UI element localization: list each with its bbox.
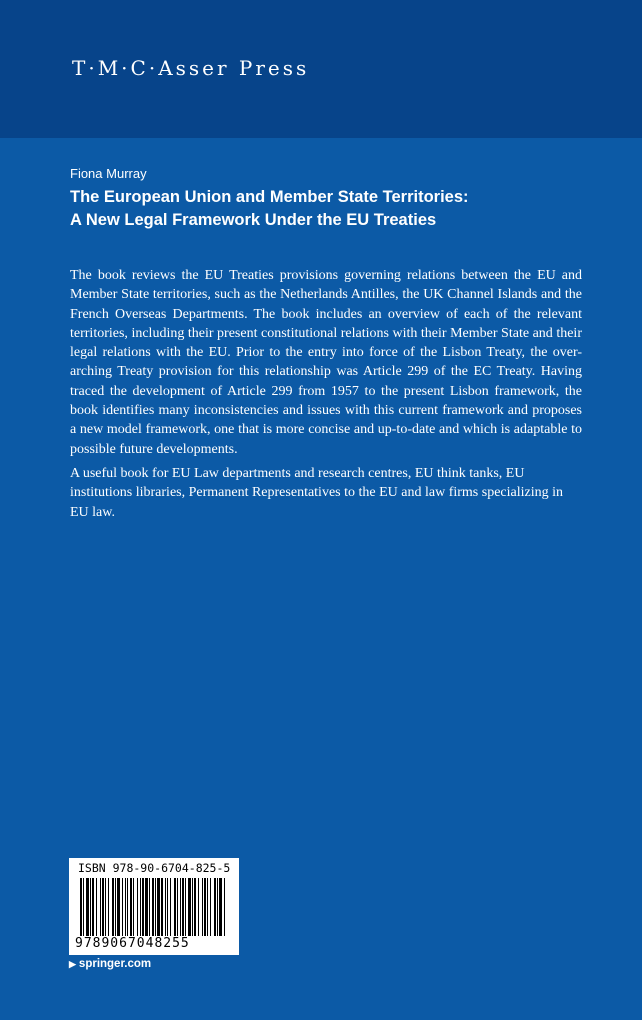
barcode-bar [161,878,163,936]
barcode-bar [202,878,203,936]
barcode-bar [90,878,91,936]
barcode-bar [188,878,191,936]
book-description: The book reviews the EU Treaties provisions governing relations between the EU and Member State territories, such as the Netherlands Antilles, the UK Channel Islands and the French Overseas Departments. The book includes an overview of each of the relevant territories, including their present constitutional relations with their Member State and their legal relations with the EU. Prior to the entry into force of the Lisbon Treaty, the over-arching Treaty provision for this relationship was Article 299 of the EC Treaty. Having traced the development of Article 299 from 1957 to the present Lisbon framework, the book identifies many inconsistencies and issues with this current framework and proposes a new model framework, one that is more concise and up-to-date and which is adaptable to possible future developments. [70,268,582,457]
barcode-bar [198,878,199,936]
barcode-bar [180,878,181,936]
barcode-bar [137,878,138,936]
publisher-band [0,0,642,138]
barcode-bar [133,878,134,936]
barcode-bar [102,878,104,936]
barcode-bar [165,878,166,936]
barcode-bar [219,878,222,936]
barcode-bar [117,878,120,936]
barcode-bar [140,878,141,936]
barcode-bar [155,878,156,936]
barcode-bar [127,878,128,936]
barcode-bars [80,878,228,936]
barcode-bar [92,878,94,936]
barcode-bar [80,878,82,936]
barcode-bar [96,878,97,936]
website-label: springer.com [78,958,152,970]
author-name: Fiona Murray [70,166,147,181]
barcode-bar [130,878,132,936]
audience-statement: A useful book for EU Law departments and research centres, EU think tanks, EU institutions libraries, Permanent Representatives to the EU and law firms specializing in EU law. [70,466,563,520]
barcode-bar [194,878,196,936]
title-line-1: The European Union and Member State Territories: [70,188,469,206]
springer-link[interactable] [69,958,151,970]
barcode-bar [224,878,225,936]
barcode-bar [125,878,126,936]
barcode-bar [207,878,208,936]
barcode-bar [204,878,206,936]
barcode-bar [83,878,84,936]
barcode-bar [214,878,216,936]
barcode-bar [100,878,101,936]
barcode-bar [217,878,218,936]
barcode-bar [115,878,116,936]
barcode-bar [167,878,168,936]
barcode-digits: 9789067048255 [75,936,190,951]
barcode-bar [145,878,148,936]
barcode-bar [149,878,150,936]
barcode-bar [185,878,186,936]
barcode-bar [170,878,171,936]
isbn-label: ISBN 978-90-6704-825-5 [78,861,231,875]
barcode-bar [182,878,184,936]
barcode-bar [86,878,89,936]
barcode-bar [157,878,160,936]
barcode-bar [210,878,211,936]
book-title [70,186,570,232]
isbn-barcode [69,858,239,955]
publisher-name: T·M·C·Asser Press [72,56,310,80]
barcode-bar [174,878,176,936]
arrow-right-icon: ▶ [69,959,76,969]
barcode-bar [108,878,109,936]
barcode-bar [177,878,178,936]
barcode-bar [192,878,193,936]
barcode-bar [105,878,106,936]
barcode-bar [122,878,123,936]
barcode-bar [142,878,144,936]
barcode-bar [152,878,154,936]
title-line-2: A New Legal Framework Under the EU Treaties [70,211,437,229]
barcode-bar [112,878,114,936]
